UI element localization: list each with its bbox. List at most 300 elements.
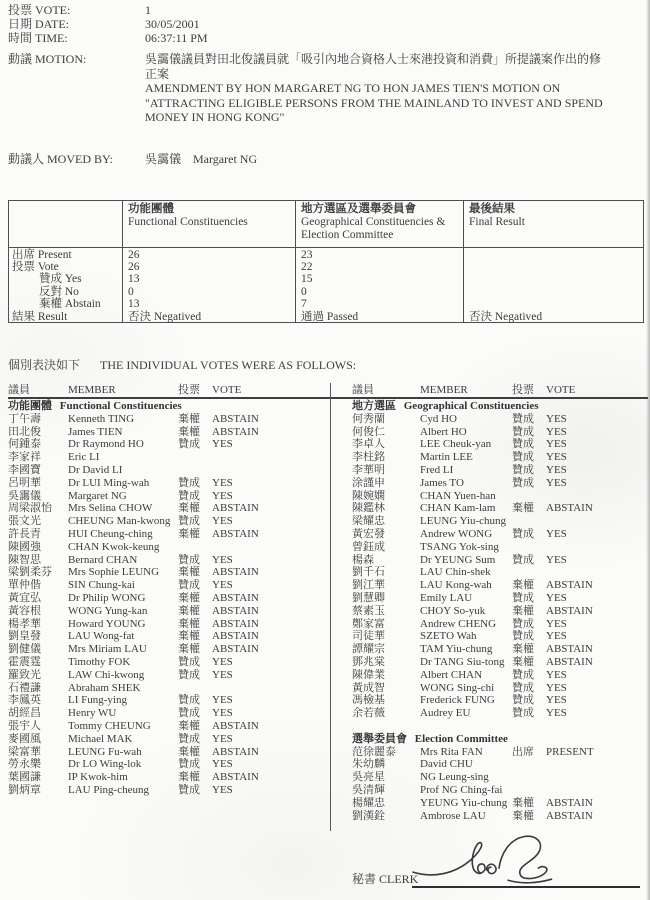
clerk-signature-line — [412, 886, 640, 888]
member-vote-en: YES — [212, 655, 233, 668]
member-name-en: SZETO Wah — [420, 630, 477, 643]
vote-row — [8, 618, 330, 631]
member-name-en: LAU Chin-shek — [420, 566, 491, 579]
vote-number-label: 投票 VOTE: — [8, 3, 71, 17]
member-vote-en: ABSTAIN — [546, 643, 593, 656]
member-vote-zh — [512, 515, 546, 528]
member-name-en: WONG Sing-chi — [420, 681, 495, 694]
member-name-zh: 劉千石 — [352, 566, 385, 579]
member-name-zh: 楊耀忠 — [352, 796, 385, 809]
vote-row — [352, 797, 648, 810]
member-vote-en: ABSTAIN — [212, 502, 259, 515]
member-vote-zh: 出席 — [512, 745, 534, 758]
member-name-en: Mrs Miriam LAU — [68, 643, 147, 656]
member-vote-en: YES — [546, 707, 567, 720]
member-vote-zh: 贊成 — [178, 707, 200, 720]
member-vote-zh: 贊成 — [178, 476, 200, 489]
member-name-zh: 劉江華 — [352, 579, 385, 592]
member-vote-zh — [512, 541, 546, 554]
votes-column-divider — [330, 383, 331, 831]
vote-row — [8, 426, 330, 439]
row-gc-value: 通過 Passed — [301, 310, 359, 323]
member-vote-en: ABSTAIN — [546, 809, 593, 822]
vote-row — [8, 528, 330, 541]
vote-row — [352, 669, 648, 682]
summary-row-yes — [9, 273, 643, 285]
moved-by-name-zh: 吳靄儀 — [145, 152, 182, 166]
member-name-en: Dr David LI — [68, 463, 123, 476]
vote-row — [8, 694, 330, 707]
section-title-zh: 功能團體 — [8, 400, 52, 412]
member-name-en: LAU Wong-fat — [68, 630, 135, 643]
member-vote-zh: 棄權 — [178, 566, 200, 579]
vote-row — [352, 413, 648, 426]
summary-col-functional-zh: 功能團體 — [128, 203, 174, 215]
member-vote-zh: 贊成 — [512, 451, 534, 464]
member-vote-zh: 贊成 — [512, 681, 534, 694]
vote-row — [352, 541, 648, 554]
member-name-en: LAU Ping-cheung — [68, 783, 149, 796]
moved-by-value — [145, 152, 257, 166]
member-name-zh: 劉炳章 — [8, 783, 41, 796]
member-vote-zh: 棄權 — [512, 579, 534, 592]
member-vote-en — [546, 566, 648, 579]
member-vote-zh — [178, 464, 212, 477]
member-vote-en: YES — [546, 438, 567, 451]
member-vote-en: YES — [546, 476, 567, 489]
member-vote-en: ABSTAIN — [212, 719, 259, 732]
member-name-zh: 梁富華 — [8, 745, 41, 758]
summary-col-final-en: Final Result — [469, 216, 525, 228]
member-vote-zh: 贊成 — [512, 463, 534, 476]
vote-row — [352, 426, 648, 439]
date-row — [8, 17, 200, 31]
member-vote-zh: 贊成 — [512, 630, 534, 643]
member-name-en: Dr TANG Siu-tong — [420, 655, 505, 668]
date-value: 30/05/2001 — [145, 17, 200, 31]
member-vote-en — [212, 682, 330, 695]
row-gc-value: 15 — [301, 273, 313, 286]
member-name-zh: 李國寶 — [8, 463, 41, 476]
member-vote-zh: 贊成 — [178, 668, 200, 681]
member-name-en: Eric LI — [68, 451, 100, 464]
vote-row — [8, 515, 330, 528]
member-vote-en: YES — [546, 681, 567, 694]
member-vote-en: ABSTAIN — [212, 412, 259, 425]
member-name-en: LEUNG Yiu-chung — [420, 515, 507, 528]
votes-right-list — [352, 400, 648, 822]
member-vote-zh: 棄權 — [512, 604, 534, 617]
member-vote-en: YES — [546, 527, 567, 540]
row-final-value: 否決 Negatived — [469, 310, 543, 323]
vote-row — [8, 630, 330, 643]
member-name-zh: 何俊仁 — [352, 425, 385, 438]
summary-col-final — [469, 203, 637, 229]
member-vote-zh: 棄權 — [178, 771, 200, 784]
member-vote-en — [546, 784, 648, 797]
member-vote-en: YES — [212, 694, 233, 707]
vote-row — [352, 579, 648, 592]
member-name-zh: 譚耀宗 — [352, 643, 385, 656]
member-name-en: Albert CHAN — [420, 668, 483, 681]
member-name-en: LEUNG Fu-wah — [68, 745, 142, 758]
member-vote-zh — [178, 682, 212, 695]
member-vote-zh: 棄權 — [512, 809, 534, 822]
member-name-en: LAU Kong-wah — [420, 579, 492, 592]
member-name-zh: 丁午壽 — [8, 412, 41, 425]
member-vote-en — [546, 771, 648, 784]
member-vote-en: YES — [546, 668, 567, 681]
member-name-zh: 張文光 — [8, 515, 41, 528]
member-name-en: YEUNG Yiu-chung — [420, 796, 508, 809]
vote-row — [352, 643, 648, 656]
member-name-zh: 張宇人 — [8, 719, 41, 732]
member-name-en: IP Kwok-him — [68, 771, 128, 784]
summary-row-vote — [9, 261, 643, 273]
vote-row — [8, 592, 330, 605]
vote-row — [352, 771, 648, 784]
summary-col-geographical-en: Geographical Constituencies & Election Committee — [301, 216, 446, 241]
section-title-zh: 地方選區 — [352, 400, 396, 412]
member-vote-zh: 贊成 — [512, 617, 534, 630]
votes-left-list — [8, 400, 330, 797]
vote-row — [352, 746, 648, 759]
member-vote-en: ABSTAIN — [546, 796, 593, 809]
member-vote-en: ABSTAIN — [212, 566, 259, 579]
individual-votes-heading-en: THE INDIVIDUAL VOTES WERE AS FOLLOWS: — [100, 358, 357, 372]
member-vote-en — [546, 515, 648, 528]
member-vote-en: YES — [546, 591, 567, 604]
member-vote-en: YES — [212, 732, 233, 745]
member-name-zh: 何鍾泰 — [8, 438, 41, 451]
member-name-zh: 楊森 — [352, 553, 374, 566]
member-vote-zh — [512, 771, 546, 784]
member-name-en: Cyd HO — [420, 412, 457, 425]
row-label: 反對 No — [39, 285, 79, 298]
section-title-en: Election Committee — [414, 732, 508, 745]
member-vote-zh — [512, 490, 546, 503]
vote-row — [8, 413, 330, 426]
member-vote-en: YES — [212, 579, 233, 592]
member-name-en: CHEUNG Man-kwong — [68, 515, 171, 528]
time-value: 06:37:11 PM — [145, 31, 208, 45]
row-fc-value: 26 — [128, 248, 140, 261]
row-gc-value: 22 — [301, 260, 313, 273]
vote-row — [352, 528, 648, 541]
member-vote-zh — [512, 784, 546, 797]
vote-row — [8, 707, 330, 720]
member-name-en: Kenneth TING — [68, 412, 135, 425]
member-vote-zh: 棄權 — [512, 502, 534, 515]
member-vote-en: YES — [212, 758, 233, 771]
member-name-en: Emily LAU — [420, 591, 473, 604]
col-vote-zh: 投票 — [512, 384, 534, 396]
row-label: 棄權 Abstain — [39, 298, 101, 311]
member-vote-en: YES — [212, 707, 233, 720]
member-name-zh: 鄧兆棠 — [352, 655, 385, 668]
member-name-en: Mrs Selina CHOW — [68, 502, 153, 515]
member-name-zh: 鄭家富 — [352, 617, 385, 630]
member-vote-en: ABSTAIN — [212, 643, 259, 656]
member-vote-zh: 贊成 — [178, 579, 200, 592]
member-name-en: Bernard CHAN — [68, 553, 138, 566]
member-vote-en: ABSTAIN — [212, 591, 259, 604]
summary-row-abstain — [9, 298, 643, 310]
member-vote-en: ABSTAIN — [546, 579, 593, 592]
member-name-zh: 陳國強 — [8, 540, 41, 553]
member-vote-zh: 棄權 — [178, 617, 200, 630]
row-gc-value: 23 — [301, 248, 313, 261]
member-vote-zh: 棄權 — [178, 527, 200, 540]
member-name-zh: 李華明 — [352, 463, 385, 476]
col-member-zh: 議員 — [8, 384, 30, 396]
time-label: 時間 TIME: — [8, 31, 68, 45]
member-vote-zh: 贊成 — [512, 476, 534, 489]
member-name-en: Dr Raymond HO — [68, 438, 144, 451]
member-vote-zh: 贊成 — [178, 758, 200, 771]
vote-row — [8, 746, 330, 759]
member-name-zh: 黃宏發 — [352, 527, 385, 540]
vote-row — [352, 784, 648, 797]
member-name-en: Henry WU — [68, 707, 117, 720]
member-name-en: Dr LO Wing-lok — [68, 758, 142, 771]
vote-row — [352, 605, 648, 618]
vote-row — [8, 669, 330, 682]
motion-line-en-3: MONEY IN HONG KONG" — [145, 110, 285, 124]
member-name-en: Andrew WONG — [420, 527, 493, 540]
member-vote-zh: 棄權 — [512, 643, 534, 656]
member-name-zh: 李鳳英 — [8, 694, 41, 707]
motion-line-en-2: "ATTRACTING ELIGIBLE PERSONS FROM THE MAINLAND TO INVEST AND SPEND — [145, 95, 603, 110]
clerk-signature — [410, 833, 592, 887]
col-vote-en: VOTE — [546, 384, 576, 396]
member-vote-zh: 贊成 — [512, 527, 534, 540]
motion-line-zh-1: 吳靄儀議員對田北俊議員就「吸引內地合資格人士來港投資和消費」所提議案作出的修 — [145, 52, 602, 66]
member-vote-en: YES — [546, 425, 567, 438]
member-vote-en — [212, 451, 330, 464]
member-vote-zh — [512, 758, 546, 771]
member-vote-en: ABSTAIN — [546, 604, 593, 617]
member-vote-en: ABSTAIN — [546, 502, 593, 515]
member-vote-en: PRESENT — [546, 745, 594, 758]
summary-row-result — [9, 311, 643, 323]
member-vote-en — [546, 541, 648, 554]
member-name-zh: 梁劉柔芬 — [8, 566, 52, 579]
member-vote-zh: 贊成 — [512, 707, 534, 720]
member-name-zh: 何秀蘭 — [352, 412, 385, 425]
vote-row — [352, 477, 648, 490]
vote-row — [8, 784, 330, 797]
vote-row — [8, 771, 330, 784]
member-vote-en — [212, 464, 330, 477]
member-vote-en: YES — [546, 553, 567, 566]
member-name-zh: 范徐麗泰 — [352, 745, 396, 758]
moved-by-label: 動議人 MOVED BY: — [8, 152, 113, 166]
member-vote-zh: 棄權 — [178, 425, 200, 438]
member-name-zh: 蔡素玉 — [352, 604, 385, 617]
member-name-zh: 葉國謙 — [8, 771, 41, 784]
vote-row — [352, 758, 648, 771]
vote-row — [352, 502, 648, 515]
vote-row — [352, 438, 648, 451]
member-name-en: Mrs Rita FAN — [420, 745, 483, 758]
date-label: 日期 DATE: — [8, 17, 69, 31]
motion-line-en-1: AMENDMENT BY HON MARGARET NG TO HON JAMES TIEN'S MOTION ON — [145, 81, 561, 95]
vote-row — [352, 464, 648, 477]
vote-number-row — [8, 3, 151, 17]
member-vote-zh: 棄權 — [178, 412, 200, 425]
member-vote-zh: 贊成 — [178, 515, 200, 528]
member-vote-zh — [178, 451, 212, 464]
member-name-en: TAM Yiu-chung — [420, 643, 493, 656]
vote-row — [8, 541, 330, 554]
row-label: 贊成 Yes — [39, 273, 82, 286]
member-name-zh: 劉健儀 — [8, 643, 41, 656]
member-name-zh: 胡經昌 — [8, 707, 41, 720]
summary-row-no — [9, 286, 643, 298]
summary-col-geographical — [301, 203, 459, 242]
member-vote-en: YES — [546, 412, 567, 425]
member-name-zh: 霍震霆 — [8, 655, 41, 668]
member-name-en: LAW Chi-kwong — [68, 668, 145, 681]
member-name-zh: 黃成智 — [352, 681, 385, 694]
member-name-zh: 許長青 — [8, 527, 41, 540]
row-fc-value: 26 — [128, 260, 140, 273]
member-vote-en: ABSTAIN — [212, 630, 259, 643]
member-name-en: David CHU — [420, 758, 473, 771]
member-name-en: Dr Philip WONG — [68, 591, 146, 604]
member-name-en: Howard YOUNG — [68, 617, 146, 630]
member-name-zh: 司徒華 — [352, 630, 385, 643]
summary-col-functional — [128, 203, 288, 229]
member-name-en: CHAN Kam-lam — [420, 502, 496, 515]
vote-row — [352, 810, 648, 823]
votes-header-rule — [8, 397, 648, 399]
member-vote-zh: 棄權 — [178, 604, 200, 617]
member-name-zh: 勞永樂 — [8, 758, 41, 771]
row-label: 出席 Present — [12, 248, 72, 261]
section-title-en: Geographical Constituencies — [403, 400, 539, 412]
motion-text — [145, 52, 603, 125]
member-name-en: Fred LI — [420, 463, 454, 476]
member-name-zh: 李卓人 — [352, 438, 385, 451]
member-vote-en: ABSTAIN — [212, 527, 259, 540]
votes-right-header — [352, 384, 648, 397]
vote-row — [352, 451, 648, 464]
member-name-en: Andrew CHENG — [420, 617, 497, 630]
member-vote-zh: 贊成 — [512, 694, 534, 707]
member-vote-en: ABSTAIN — [212, 425, 259, 438]
member-name-zh: 陳智思 — [8, 553, 41, 566]
vote-row — [352, 554, 648, 567]
vote-row — [8, 758, 330, 771]
member-name-zh: 呂明華 — [8, 476, 41, 489]
member-name-zh: 曾鈺成 — [352, 540, 385, 553]
member-vote-zh: 贊成 — [178, 489, 200, 502]
col-vote-zh: 投票 — [178, 384, 200, 396]
member-name-zh: 劉漢銓 — [352, 809, 385, 822]
member-vote-en: YES — [212, 553, 233, 566]
vote-row — [8, 464, 330, 477]
member-vote-zh: 棄權 — [178, 643, 200, 656]
summary-row-present — [9, 249, 643, 261]
member-vote-zh: 棄權 — [178, 630, 200, 643]
vote-row — [8, 451, 330, 464]
individual-votes-heading-zh: 個別表決如下 — [8, 358, 81, 372]
member-vote-zh: 贊成 — [178, 553, 200, 566]
member-vote-zh: 贊成 — [178, 655, 200, 668]
vote-row — [8, 733, 330, 746]
member-name-en: CHAN Kwok-keung — [68, 540, 160, 553]
member-vote-en: YES — [546, 617, 567, 630]
member-name-zh: 李柱銘 — [352, 451, 385, 464]
vote-section-header — [8, 400, 330, 413]
member-name-zh: 陳鑑林 — [352, 502, 385, 515]
member-name-en: Frederick FUNG — [420, 694, 495, 707]
member-vote-en: YES — [212, 438, 233, 451]
member-name-en: Timothy FOK — [68, 655, 131, 668]
member-name-en: Dr YEUNG Sum — [420, 553, 496, 566]
member-name-zh: 黃容根 — [8, 604, 41, 617]
member-name-en: Prof NG Ching-fai — [420, 783, 503, 796]
member-name-en: CHOY So-yuk — [420, 604, 486, 617]
member-name-zh: 李家祥 — [8, 451, 41, 464]
motion-line-zh-2: 正案 — [145, 66, 170, 81]
member-name-zh: 楊孝華 — [8, 617, 41, 630]
member-name-en: Albert HO — [420, 425, 467, 438]
vote-number-value: 1 — [145, 3, 151, 17]
member-vote-zh: 贊成 — [178, 438, 200, 451]
member-vote-en: ABSTAIN — [546, 655, 593, 668]
member-name-en: LI Fung-ying — [68, 694, 127, 707]
member-vote-en — [546, 490, 648, 503]
summary-table — [8, 200, 644, 323]
vote-row — [8, 490, 330, 503]
vote-row — [352, 515, 648, 528]
member-name-zh: 劉皇發 — [8, 630, 41, 643]
member-vote-en: ABSTAIN — [212, 745, 259, 758]
member-name-en: Margaret NG — [68, 489, 127, 502]
member-name-en: TSANG Yok-sing — [420, 540, 499, 553]
section-title-zh: 選舉委員會 — [352, 732, 407, 745]
member-name-zh: 余若薇 — [352, 707, 385, 720]
row-fc-value: 0 — [128, 285, 134, 298]
vote-section-header — [352, 400, 648, 413]
vote-section-header — [352, 733, 648, 746]
member-vote-en: ABSTAIN — [212, 604, 259, 617]
summary-col-geographical-zh: 地方選區及選舉委員會 — [301, 203, 416, 215]
member-vote-zh: 贊成 — [512, 412, 534, 425]
moved-by-name-en: Margaret NG — [193, 152, 258, 166]
member-vote-en: ABSTAIN — [212, 771, 259, 784]
member-name-zh: 單仲偕 — [8, 579, 41, 592]
vote-row — [8, 605, 330, 618]
member-name-en: Audrey EU — [420, 707, 471, 720]
vote-row — [8, 579, 330, 592]
vote-row — [8, 566, 330, 579]
vote-row — [8, 720, 330, 733]
member-vote-zh: 棄權 — [178, 719, 200, 732]
member-name-en: Martin LEE — [420, 451, 473, 464]
member-vote-zh: 贊成 — [512, 668, 534, 681]
col-member-en: MEMBER — [68, 384, 116, 396]
member-name-zh: 吳清輝 — [352, 783, 385, 796]
votes-left-header — [8, 384, 330, 397]
motion-label: 動議 MOTION: — [8, 52, 87, 66]
member-vote-zh: 贊成 — [512, 438, 534, 451]
member-vote-zh: 贊成 — [178, 732, 200, 745]
member-name-en: Ambrose LAU — [420, 809, 486, 822]
